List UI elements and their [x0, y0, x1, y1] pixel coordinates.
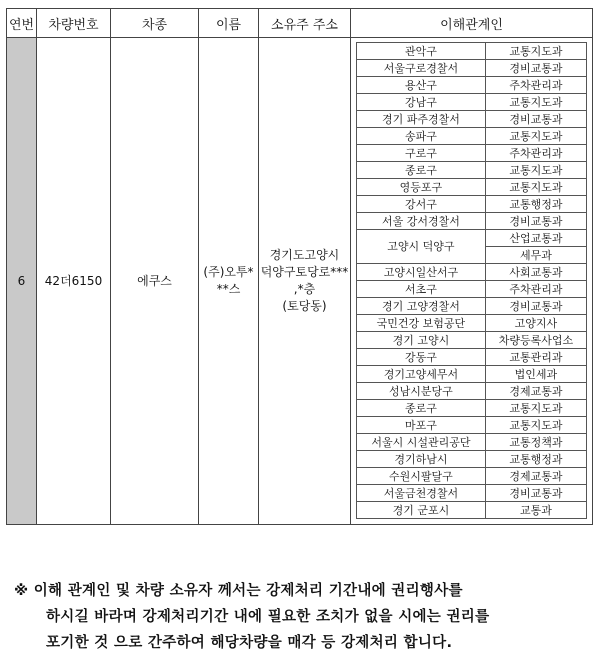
party-org: 종로구 — [357, 400, 486, 417]
header-row — [7, 9, 593, 38]
party-dept: 교통지도과 — [485, 128, 586, 145]
list-item — [357, 298, 587, 315]
party-dept: 사회교통과 — [485, 264, 586, 281]
party-dept: 교통지도과 — [485, 179, 586, 196]
party-dept: 교통행정과 — [485, 196, 586, 213]
party-org: 마포구 — [357, 417, 486, 434]
list-item — [357, 349, 587, 366]
party-dept: 고양지사 — [485, 315, 586, 332]
party-dept: 교통지도과 — [485, 94, 586, 111]
owner-address: 경기도고양시 덕양구토당로*** ,*층 (토당동) — [259, 38, 351, 525]
party-dept: 주차관리과 — [485, 77, 586, 94]
plate-number: 42더6150 — [37, 38, 111, 525]
party-org: 구로구 — [357, 145, 486, 162]
party-dept: 교통정책과 — [485, 434, 586, 451]
party-org: 경기 군포시 — [357, 502, 486, 519]
notice-line-1: ※ 이해 관계인 및 차량 소유자 께서는 강제처리 기간내에 권리행사를 — [14, 583, 463, 599]
header-no: 연번 — [7, 9, 37, 38]
list-item — [357, 179, 587, 196]
list-item — [357, 196, 587, 213]
list-item — [357, 264, 587, 281]
list-item — [357, 111, 587, 128]
table-row — [7, 38, 593, 525]
row-number: 6 — [7, 38, 37, 525]
party-org: 경기고양세무서 — [357, 366, 486, 383]
header-name: 이름 — [199, 9, 259, 38]
list-item — [357, 502, 587, 519]
party-org: 서울구로경찰서 — [357, 60, 486, 77]
party-dept: 교통지도과 — [485, 162, 586, 179]
party-org: 종로구 — [357, 162, 486, 179]
header-parties: 이해관계인 — [351, 9, 593, 38]
party-org: 경기 파주경찰서 — [357, 111, 486, 128]
list-item — [357, 43, 587, 60]
party-dept: 교통행정과 — [485, 451, 586, 468]
list-item — [357, 213, 587, 230]
party-org: 강서구 — [357, 196, 486, 213]
party-org: 서울금천경찰서 — [357, 485, 486, 502]
owner-name: (주)오투* **스 — [199, 38, 259, 525]
party-dept: 교통관리과 — [485, 349, 586, 366]
list-item — [357, 94, 587, 111]
notice-line-3: 포기한 것 으로 간주하여 해당차량을 매각 등 강제처리 합니다. — [46, 635, 453, 651]
party-org: 서울시 시설관리공단 — [357, 434, 486, 451]
party-dept: 주차관리과 — [485, 281, 586, 298]
list-item — [357, 128, 587, 145]
party-org: 송파구 — [357, 128, 486, 145]
list-item — [357, 77, 587, 94]
party-org: 용산구 — [357, 77, 486, 94]
party-dept: 교통지도과 — [485, 417, 586, 434]
list-item — [357, 60, 587, 77]
party-dept: 교통지도과 — [485, 43, 586, 60]
list-item — [357, 485, 587, 502]
party-org: 성남시분당구 — [357, 383, 486, 400]
parties-table — [356, 42, 587, 519]
list-item — [357, 162, 587, 179]
party-dept: 경제교통과 — [485, 468, 586, 485]
vehicle-table — [6, 8, 593, 525]
header-model: 차종 — [111, 9, 199, 38]
party-org: 국민건강 보험공단 — [357, 315, 486, 332]
list-item — [357, 417, 587, 434]
list-item — [357, 281, 587, 298]
party-dept: 산업교통과 — [485, 230, 586, 247]
list-item — [357, 468, 587, 485]
party-org: 고양시 덕양구 — [357, 230, 486, 264]
list-item — [357, 451, 587, 468]
party-dept: 경비교통과 — [485, 111, 586, 128]
party-org: 경기 고양시 — [357, 332, 486, 349]
party-dept: 경비교통과 — [485, 485, 586, 502]
party-dept: 세무과 — [485, 247, 586, 264]
party-org: 고양시일산서구 — [357, 264, 486, 281]
list-item — [357, 400, 587, 417]
party-dept: 경비교통과 — [485, 60, 586, 77]
notice-text — [14, 578, 586, 656]
header-plate: 차량번호 — [37, 9, 111, 38]
party-dept: 교통지도과 — [485, 400, 586, 417]
parties-cell — [351, 38, 593, 525]
party-dept: 차량등록사업소 — [485, 332, 586, 349]
party-org: 서초구 — [357, 281, 486, 298]
party-org: 경기하남시 — [357, 451, 486, 468]
party-dept: 교통과 — [485, 502, 586, 519]
list-item — [357, 315, 587, 332]
party-org: 경기 고양경찰서 — [357, 298, 486, 315]
list-item — [357, 332, 587, 349]
party-org: 영등포구 — [357, 179, 486, 196]
party-dept: 주차관리과 — [485, 145, 586, 162]
notice-line-2: 하시길 바라며 강제처리기간 내에 필요한 조치가 없을 시에는 권리를 — [46, 609, 490, 625]
list-item — [357, 230, 587, 247]
list-item — [357, 434, 587, 451]
party-org: 관악구 — [357, 43, 486, 60]
party-org: 수원시팔달구 — [357, 468, 486, 485]
party-dept: 경비교통과 — [485, 298, 586, 315]
party-org: 강동구 — [357, 349, 486, 366]
party-org: 강남구 — [357, 94, 486, 111]
list-item — [357, 145, 587, 162]
party-org: 서울 강서경찰서 — [357, 213, 486, 230]
party-dept: 경제교통과 — [485, 383, 586, 400]
list-item — [357, 366, 587, 383]
list-item — [357, 383, 587, 400]
party-dept: 법인세과 — [485, 366, 586, 383]
party-dept: 경비교통과 — [485, 213, 586, 230]
vehicle-model: 에쿠스 — [111, 38, 199, 525]
header-address: 소유주 주소 — [259, 9, 351, 38]
